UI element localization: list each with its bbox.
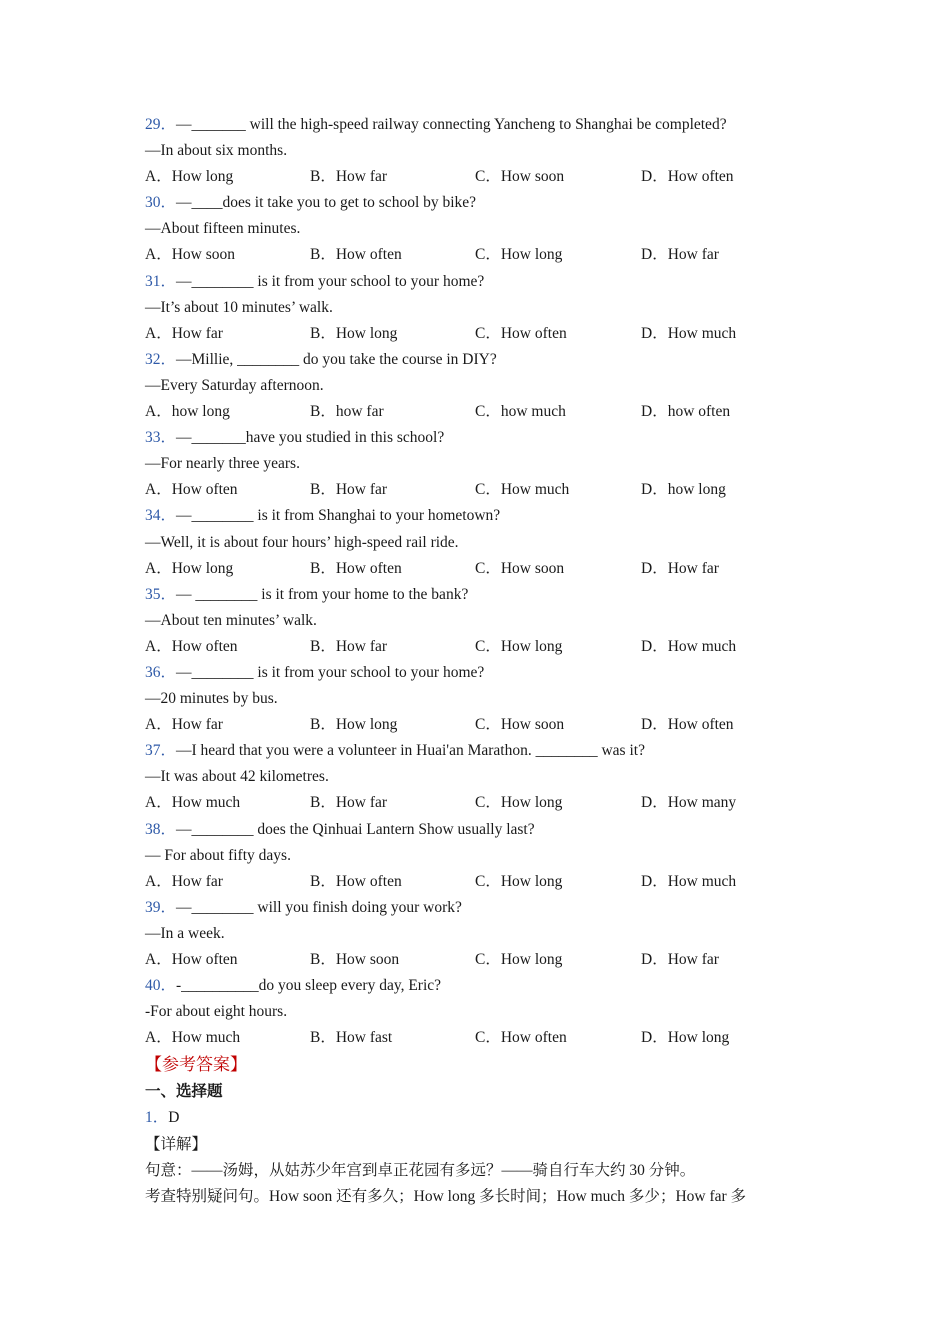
option-c: C．How long (475, 637, 563, 655)
option-row (145, 477, 805, 503)
option-d: D．How many (641, 794, 737, 812)
question-reply: —About fifteen minutes. (145, 220, 301, 238)
option-row (145, 164, 805, 190)
option-row (145, 634, 805, 660)
question-reply: —In about six months. (145, 142, 288, 160)
option-a: A．How long (145, 168, 234, 186)
document-page (145, 112, 805, 1210)
option-a: A．How far (145, 716, 223, 734)
option-a: A．How much (145, 794, 241, 812)
option-c: C．How soon (475, 716, 565, 734)
option-c: C．How long (475, 794, 563, 812)
option-b: B．How long (310, 324, 398, 342)
option-d: D．how long (641, 481, 726, 499)
answer-number: 1． (145, 1109, 169, 1127)
question-list (145, 112, 805, 1051)
analysis-text: 考查特别疑问句。How soon 还有多久；How long 多长时间；How much 多少；How far 多 (145, 1187, 747, 1205)
sentence-meaning: 句意：——汤姆，从姑苏少年宫到卓正花园有多远？——骑自行车大约 30 分钟。 (145, 1161, 696, 1179)
question-stem (145, 112, 805, 138)
question-text: —____does it take you to get to school by bike? (176, 194, 477, 212)
option-b: B．How far (310, 794, 388, 812)
question-text: —_______ will the high-speed railway connecting Yancheng to Shanghai be completed? (176, 116, 727, 133)
option-d: D．How much (641, 324, 737, 342)
question-text: —________ is it from your school to your home? (176, 663, 485, 681)
question-reply: —Well, it is about four hours’ high-speed rail ride. (145, 533, 459, 551)
question-text: —_______have you studied in this school? (176, 429, 445, 447)
section-heading: 一、选择题 (145, 1083, 223, 1101)
question-reply: -For about eight hours. (145, 1003, 288, 1021)
option-a: A．How often (145, 481, 238, 499)
option-b: B．How far (310, 168, 388, 186)
option-b: B．How long (310, 716, 398, 734)
question-reply: — For about fifty days. (145, 846, 291, 864)
question-stem (145, 973, 805, 999)
question-text: — ________ is it from your home to the bank? (176, 585, 469, 603)
option-a: A．How soon (145, 246, 235, 264)
option-a: A．How far (145, 872, 223, 890)
question-reply: —20 minutes by bus. (145, 690, 278, 708)
question-number: 34． (145, 507, 177, 525)
question-number: 37． (145, 742, 177, 760)
option-row (145, 321, 805, 347)
question-reply: —About ten minutes’ walk. (145, 611, 317, 629)
question-text: -__________do you sleep every day, Eric? (176, 977, 442, 995)
question-reply: —Every Saturday afternoon. (145, 376, 324, 394)
option-c: C．How often (475, 1029, 567, 1047)
option-c: C．How long (475, 951, 563, 968)
option-a: A．How far (145, 324, 223, 342)
answer-line (145, 1105, 805, 1131)
option-b: B．How far (310, 481, 388, 499)
option-row (145, 556, 805, 582)
option-b: B．How fast (310, 1029, 393, 1047)
option-d: D．How often (641, 716, 734, 734)
question-number: 32． (145, 350, 177, 368)
question-number: 31． (145, 272, 177, 290)
question-text: —________ does the Qinhuai Lantern Show usually last? (176, 820, 535, 838)
question-reply: —It’s about 10 minutes’ walk. (145, 298, 333, 316)
answer-key-title: 【参考答案】 (145, 1055, 247, 1075)
question-number: 40． (145, 977, 177, 995)
option-a: A．how long (145, 403, 230, 421)
option-b: B．How soon (310, 951, 400, 968)
option-a: A．How long (145, 559, 234, 577)
question-number: 33． (145, 429, 177, 447)
option-c: C．How long (475, 246, 563, 264)
question-reply: —In a week. (145, 924, 225, 942)
question-number: 29． (145, 116, 177, 133)
question-number: 39． (145, 898, 177, 916)
question-stem (145, 738, 805, 764)
option-d: D．How far (641, 559, 719, 577)
option-b: B．How often (310, 246, 402, 264)
option-c: C．how much (475, 403, 566, 421)
option-d: D．How far (641, 951, 719, 968)
option-b: B．how far (310, 403, 384, 421)
question-text: —________ is it from Shanghai to your hometown? (176, 507, 501, 525)
question-number: 30． (145, 194, 177, 212)
question-reply: —For nearly three years. (145, 455, 300, 473)
option-c: C．How often (475, 324, 567, 342)
question-stem (145, 425, 805, 451)
option-d: D．how often (641, 403, 731, 421)
question-stem (145, 269, 805, 295)
question-stem (145, 582, 805, 608)
answer-value: D (168, 1109, 180, 1127)
option-row (145, 1025, 805, 1051)
option-d: D．How much (641, 872, 737, 890)
option-a: A．How often (145, 951, 238, 968)
option-row (145, 712, 805, 738)
option-row (145, 790, 805, 816)
option-a: A．How often (145, 637, 238, 655)
option-c: C．How much (475, 481, 570, 499)
option-c: C．How soon (475, 168, 565, 186)
question-reply: —It was about 42 kilometres. (145, 768, 329, 786)
question-number: 35． (145, 585, 177, 603)
option-b: B．How often (310, 872, 402, 890)
option-d: D．How often (641, 168, 734, 186)
option-d: D．How long (641, 1029, 730, 1047)
question-stem (145, 660, 805, 686)
option-b: B．How often (310, 559, 402, 577)
question-text: —________ is it from your school to your home? (176, 272, 485, 290)
question-number: 38． (145, 820, 177, 838)
question-number: 36． (145, 663, 177, 681)
option-b: B．How far (310, 637, 388, 655)
question-text: —Millie, ________ do you take the course in DIY? (176, 350, 497, 368)
question-stem (145, 503, 805, 529)
option-d: D．How much (641, 637, 737, 655)
question-stem (145, 190, 805, 216)
option-row (145, 399, 805, 425)
option-row (145, 242, 805, 268)
option-c: C．How long (475, 872, 563, 890)
question-stem (145, 817, 805, 843)
option-row (145, 869, 805, 895)
question-text: —________ will you finish doing your work? (176, 898, 462, 916)
question-stem (145, 895, 805, 921)
detail-label: 【详解】 (145, 1135, 208, 1153)
option-row (145, 947, 805, 973)
option-d: D．How far (641, 246, 719, 264)
option-c: C．How soon (475, 559, 565, 577)
question-text: —I heard that you were a volunteer in Huai'an Marathon. ________ was it? (176, 742, 645, 760)
question-stem (145, 347, 805, 373)
option-a: A．How much (145, 1029, 241, 1047)
